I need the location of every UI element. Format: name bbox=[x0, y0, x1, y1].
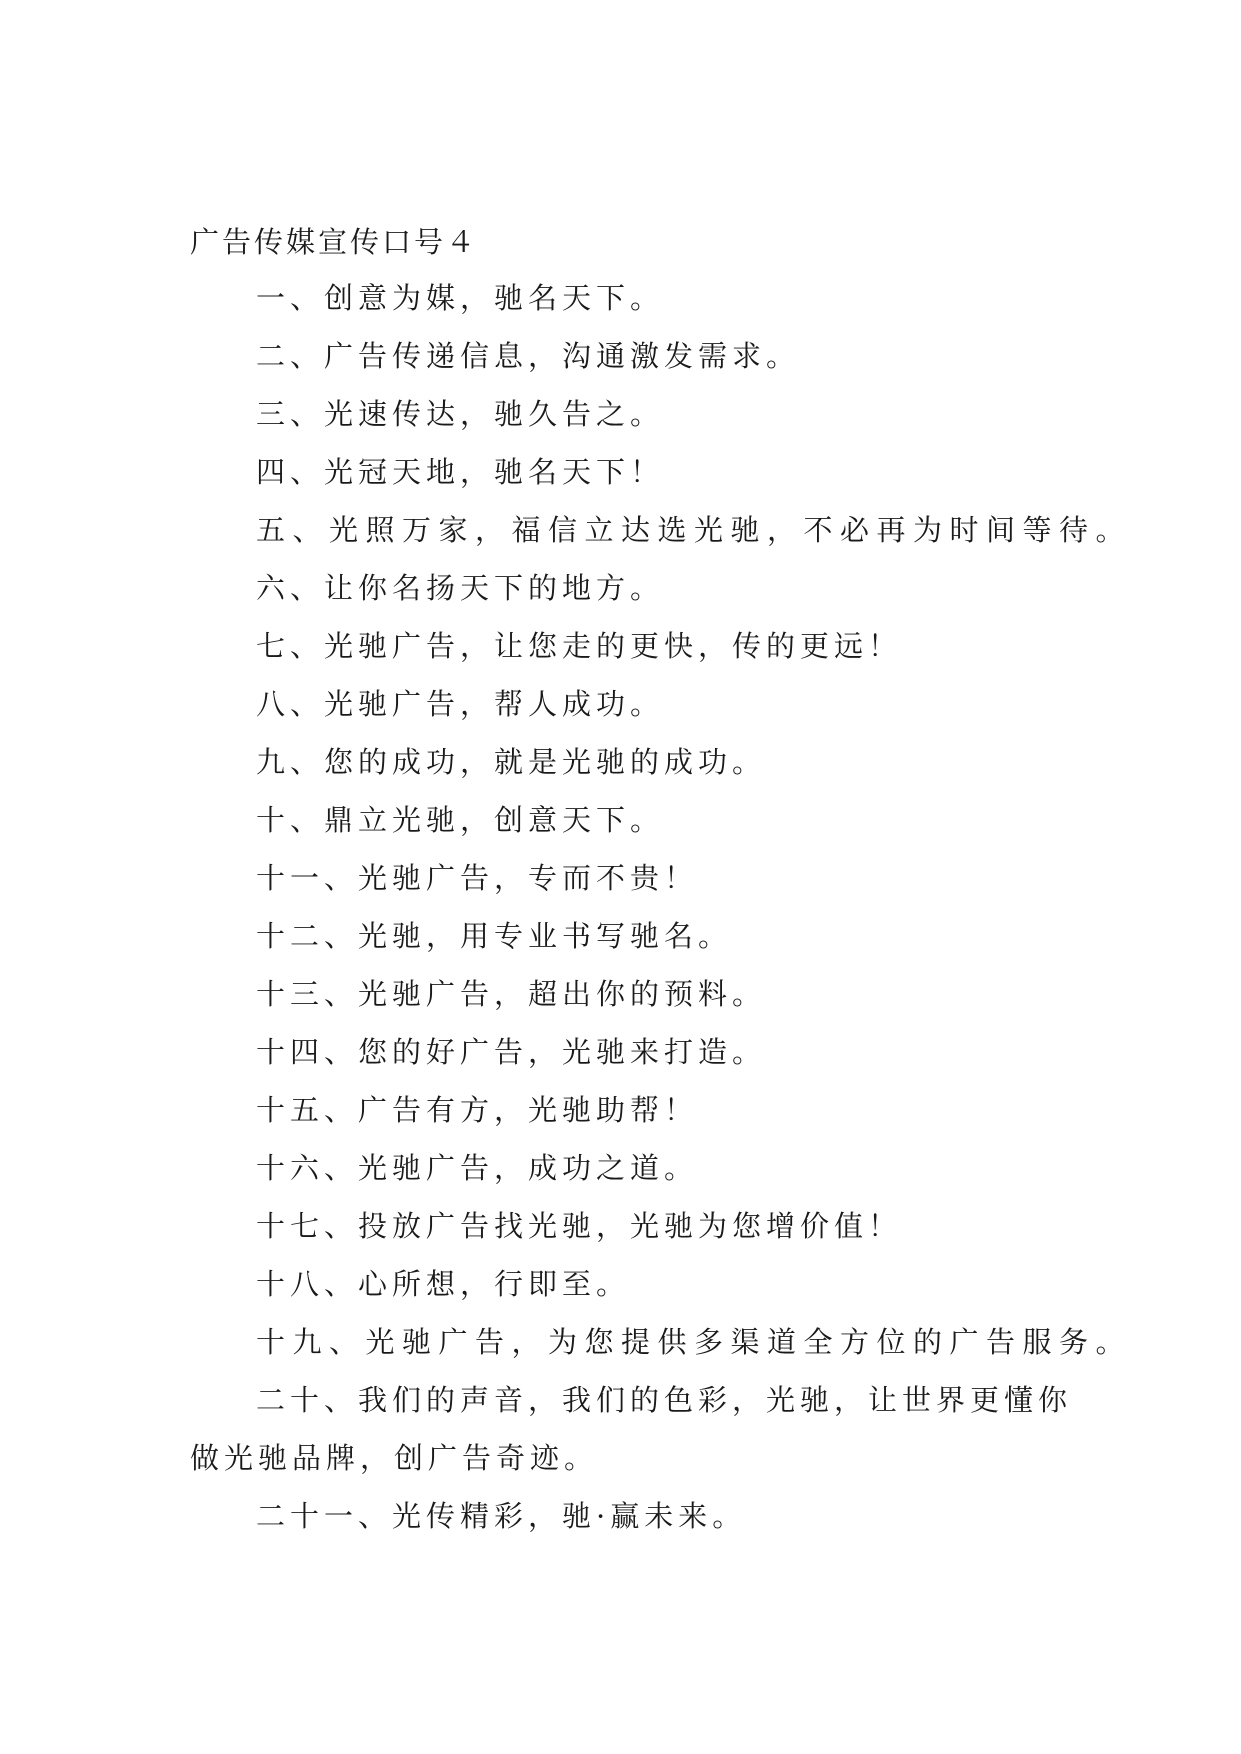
slogan-line-14: 十四、您的好广告，光驰来打造。 bbox=[256, 1035, 767, 1069]
document-title: 广告传媒宣传口号４ bbox=[190, 225, 479, 259]
slogan-line-7: 七、光驰广告，让您走的更快，传的更远！ bbox=[256, 629, 903, 663]
slogan-line-12: 十二、光驰，用专业书写驰名。 bbox=[256, 919, 733, 953]
slogan-line-6: 六、让你名扬天下的地方。 bbox=[256, 571, 665, 605]
slogan-line-1: 一、创意为媒，驰名天下。 bbox=[256, 281, 665, 315]
slogan-line-20-continued: 做光驰品牌，创广告奇迹。 bbox=[190, 1441, 599, 1475]
slogan-line-2: 二、广告传递信息，沟通激发需求。 bbox=[256, 339, 801, 373]
slogan-list bbox=[190, 278, 1133, 1554]
slogan-line-9: 九、您的成功，就是光驰的成功。 bbox=[256, 745, 767, 779]
slogan-line-4: 四、光冠天地，驰名天下！ bbox=[256, 455, 665, 489]
slogan-line-13: 十三、光驰广告，超出你的预料。 bbox=[256, 977, 767, 1011]
slogan-line-21: 二十一、光传精彩，驰·赢未来。 bbox=[256, 1499, 747, 1533]
slogan-line-11: 十一、光驰广告，专而不贵！ bbox=[256, 861, 699, 895]
slogan-line-15: 十五、广告有方，光驰助帮！ bbox=[256, 1093, 699, 1127]
slogan-line-17: 十七、投放广告找光驰，光驰为您增价值！ bbox=[256, 1209, 903, 1243]
slogan-line-18: 十八、心所想，行即至。 bbox=[256, 1267, 631, 1301]
slogan-line-3: 三、光速传达，驰久告之。 bbox=[256, 397, 665, 431]
slogan-line-20: 二十、我们的声音，我们的色彩，光驰，让世界更懂你 bbox=[256, 1383, 1073, 1417]
slogan-line-8: 八、光驰广告，帮人成功。 bbox=[256, 687, 665, 721]
slogan-line-10: 十、鼎立光驰，创意天下。 bbox=[256, 803, 665, 837]
slogan-line-16: 十六、光驰广告，成功之道。 bbox=[256, 1151, 699, 1185]
slogan-line-5: 五、光照万家，福信立达选光驰，不必再为时间等待。 bbox=[256, 513, 1133, 547]
slogan-line-19: 十九、光驰广告，为您提供多渠道全方位的广告服务。 bbox=[256, 1325, 1133, 1359]
